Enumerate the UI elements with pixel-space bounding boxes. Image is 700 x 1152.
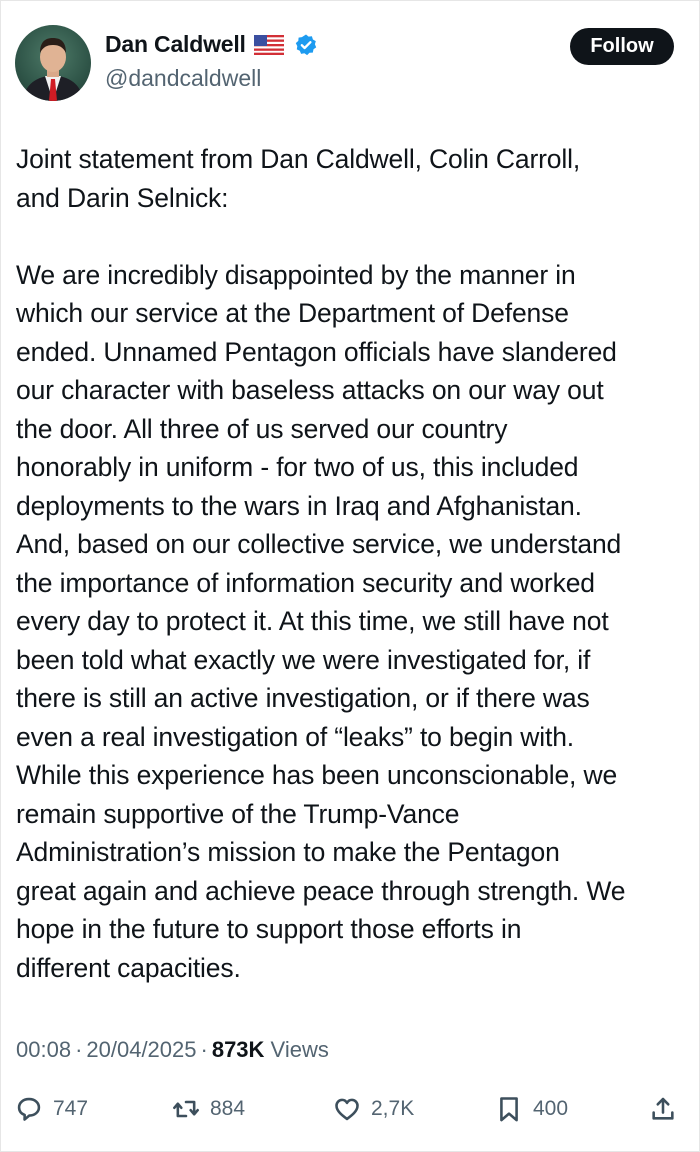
tweet-line: deployments to the wars in Iraq and Afghanistan. <box>16 490 582 521</box>
tweet-line: hope in the future to support those efforts in <box>16 914 522 944</box>
share-icon <box>649 1095 677 1123</box>
tweet-line: We are incredibly disappointed by the manner in <box>16 259 576 290</box>
repost-button[interactable] <box>172 1089 245 1129</box>
tweet-meta <box>16 1037 329 1063</box>
tweet-line: been told what exactly we were investigated for, if <box>16 644 591 675</box>
tweet-line: remain supportive of the Trump-Vance <box>16 798 460 829</box>
share-button[interactable] <box>649 1089 677 1129</box>
tweet-line: different capacities. <box>16 952 241 983</box>
bookmark-count: 400 <box>533 1097 569 1120</box>
tweet-text <box>16 140 686 987</box>
tweet-line: And, based on our collective service, we understand <box>16 529 622 559</box>
tweet-time[interactable]: 00:08 <box>16 1037 72 1062</box>
us-flag-icon <box>254 35 284 55</box>
tweet-line: which our service at the Department of Defense <box>16 298 569 328</box>
tweet-line: the door. All three of us served our country <box>16 413 508 444</box>
tweet-line: our character with baseless attacks on our way out <box>16 375 604 405</box>
like-count: 2,7K <box>371 1097 415 1120</box>
avatar-image <box>15 25 91 101</box>
reply-icon <box>15 1095 43 1123</box>
tweet-line: While this experience has been unconscionable, we <box>16 760 618 790</box>
verified-badge-icon[interactable] <box>294 33 318 57</box>
author-handle[interactable]: @dandcaldwell <box>105 65 262 91</box>
separator: · <box>75 1037 83 1062</box>
paragraph-gap <box>16 217 686 256</box>
tweet-line: even a real investigation of “leaks” to begin with. <box>16 721 574 752</box>
tweet-line: great again and achieve peace through strength. We <box>16 875 626 906</box>
tweet-line: and Darin Selnick: <box>16 182 229 213</box>
tweet-date[interactable]: 20/04/2025 <box>86 1037 197 1062</box>
repost-count: 884 <box>210 1097 246 1120</box>
tweet-line: honorably in uniform - for two of us, this included <box>16 452 579 482</box>
tweet-line: every day to protect it. At this time, we still have not <box>16 606 609 636</box>
separator: · <box>200 1037 208 1062</box>
tweet-line: Administration’s mission to make the Pentagon <box>16 837 560 867</box>
tweet-line: ended. Unnamed Pentagon officials have slandered <box>16 336 617 367</box>
author-name-row <box>105 31 318 58</box>
author-display-name[interactable]: Dan Caldwell <box>105 31 246 57</box>
tweet-line: Joint statement from Dan Caldwell, Colin Carroll, <box>16 144 581 174</box>
like-button[interactable] <box>333 1089 414 1129</box>
reply-count: 747 <box>53 1097 89 1120</box>
repost-icon <box>172 1095 200 1123</box>
action-bar <box>1 1089 700 1129</box>
heart-icon <box>333 1095 361 1123</box>
views-count: 873K <box>211 1037 265 1062</box>
bookmark-icon <box>495 1095 523 1123</box>
tweet-line: there is still an active investigation, or if there was <box>16 683 590 713</box>
views-label: Views <box>270 1037 329 1062</box>
follow-button[interactable]: Follow <box>570 28 674 65</box>
bookmark-button[interactable] <box>495 1089 568 1129</box>
tweet-line: the importance of information security and worked <box>16 567 595 598</box>
reply-button[interactable] <box>15 1089 88 1129</box>
avatar[interactable] <box>15 25 91 101</box>
